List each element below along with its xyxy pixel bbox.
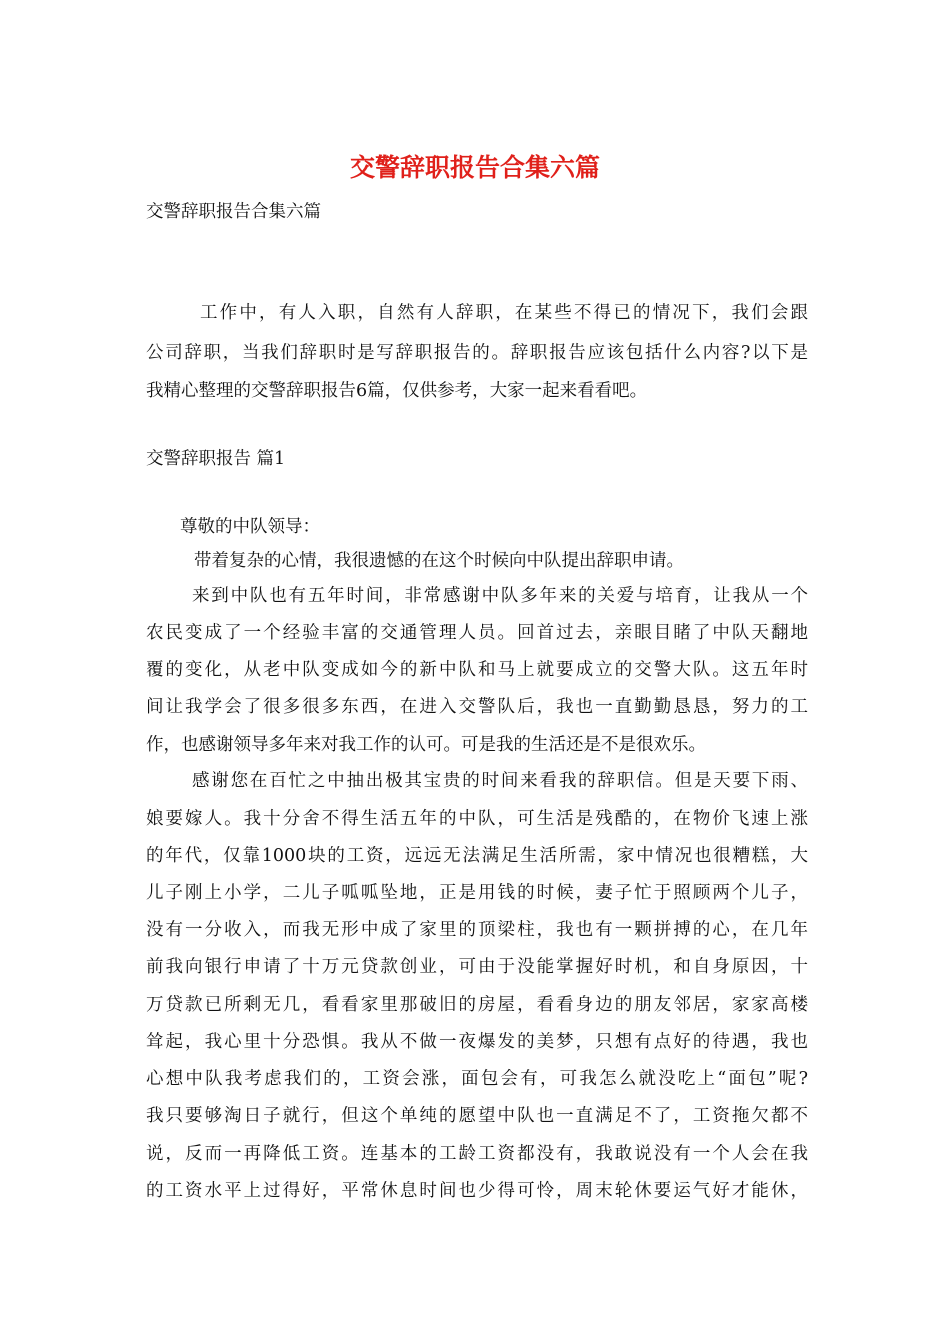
paragraph-line: 万贷款已所剩无几，看看家里那破旧的房屋，看看身边的朋友邻居，家家高楼 (146, 995, 808, 1015)
paragraph-line: 农民变成了一个经验丰富的交通管理人员。回首过去，亲眼目睹了中队天翻地 (146, 623, 808, 643)
paragraph-line: 心想中队我考虑我们的，工资会涨，面包会有，可我怎么就没吃上“面包”呢? (146, 1069, 808, 1089)
paragraph-line: 没有一分收入，而我无形中成了家里的顶梁柱，我也有一颗拼搏的心，在几年 (146, 920, 808, 940)
paragraph-line: 前我向银行申请了十万元贷款创业，可由于没能掌握好时机，和自身原因，十 (146, 957, 808, 977)
document-title: 交警辞职报告合集六篇 (349, 153, 600, 182)
intro-line: 工作中，有人入职，自然有人辞职，在某些不得已的情况下，我们会跟 (200, 303, 808, 323)
paragraph-line: 感谢您在百忙之中抽出极其宝贵的时间来看我的辞职信。但是天要下雨、 (192, 771, 808, 791)
paragraph-line: 儿子刚上小学，二儿子呱呱坠地，正是用钱的时候，妻子忙于照顾两个儿子， (146, 883, 808, 903)
paragraph-line: 娘要嫁人。我十分舍不得生活五年的中队，可生活是残酷的，在物价飞速上涨 (146, 809, 808, 829)
paragraph-line: 的年代，仅靠1000块的工资，远远无法满足生活所需，家中情况也很糟糕，大 (146, 846, 808, 866)
intro-line: 公司辞职，当我们辞职时是写辞职报告的。辞职报告应该包括什么内容?以下是 (146, 343, 808, 363)
salutation: 尊敬的中队领导： (180, 517, 320, 537)
paragraph-line: 说，反而一再降低工资。连基本的工龄工资都没有，我敢说没有一个人会在我 (146, 1144, 808, 1164)
paragraph-line: 耸起，我心里十分恐惧。我从不做一夜爆发的美梦，只想有点好的待遇，我也 (146, 1032, 808, 1052)
intro-line: 我精心整理的交警辞职报告6篇，仅供参考，大家一起来看看吧。 (146, 381, 648, 401)
paragraph-line: 作，也感谢领导多年来对我工作的认可。可是我的生活还是不是很欢乐。 (146, 735, 706, 755)
document-subtitle: 交警辞职报告合集六篇 (146, 202, 321, 222)
paragraph-line: 间让我学会了很多很多东西，在进入交警队后，我也一直勤勤恳恳，努力的工 (146, 697, 808, 717)
section-heading: 交警辞职报告 篇1 (146, 449, 286, 469)
paragraph-line: 我只要够淘日子就行，但这个单纯的愿望中队也一直满足不了，工资拖欠都不 (146, 1106, 808, 1126)
paragraph-line: 覆的变化，从老中队变成如今的新中队和马上就要成立的交警大队。这五年时 (146, 660, 808, 680)
paragraph-line: 的工资水平上过得好，平常休息时间也少得可怜，周末轮休要运气好才能休， (146, 1181, 808, 1201)
paragraph-line: 带着复杂的心情，我很遗憾的在这个时候向中队提出辞职申请。 (194, 551, 684, 571)
paragraph-line: 来到中队也有五年时间，非常感谢中队多年来的关爱与培育，让我从一个 (192, 586, 808, 606)
